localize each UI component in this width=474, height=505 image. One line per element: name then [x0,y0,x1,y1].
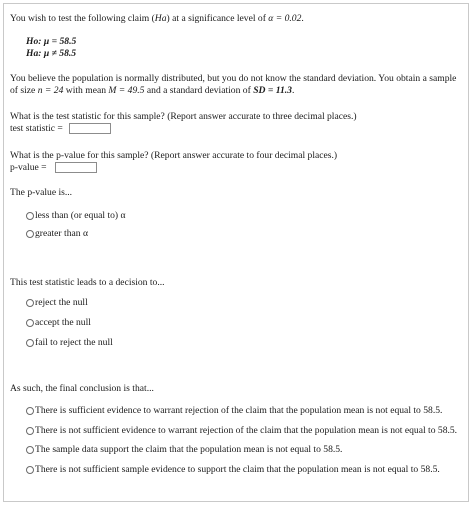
p-value-question: What is the p-value for this sample? (Report answer accurate to four decimal places.) [10,150,338,161]
option-conclusion-4[interactable]: There is not sufficient sample evidence to support the claim that the population mean is not equal to 58.5. [35,464,440,475]
radio-conclusion-2[interactable] [26,427,34,435]
p-value-label: p-value = [10,162,47,173]
option-reject-null[interactable]: reject the null [35,297,88,308]
p-value-input[interactable] [55,162,97,173]
option-less-than-alpha[interactable]: less than (or equal to) α [35,210,126,221]
decision-prompt: This test statistic leads to a decision to... [10,277,165,288]
radio-conclusion-4[interactable] [26,466,34,474]
radio-conclusion-1[interactable] [26,407,34,415]
alternative-hypothesis: Ha: μ ≠ 58.5 [26,48,77,59]
radio-less-than-alpha[interactable] [26,212,34,220]
radio-reject-null[interactable] [26,299,34,307]
option-accept-null[interactable]: accept the null [35,317,91,328]
null-hypothesis: Ho: μ = 58.5 [26,36,77,47]
scenario-line-1: You believe the population is normally distributed, but you do not know the standard deviation. You obtain a sample [10,73,457,84]
claim-intro: You wish to test the following claim (Ha) at a significance level of α = 0.02. [10,13,304,24]
test-statistic-input[interactable] [69,123,111,134]
radio-fail-to-reject-null[interactable] [26,339,34,347]
radio-conclusion-3[interactable] [26,446,34,454]
radio-greater-than-alpha[interactable] [26,230,34,238]
radio-accept-null[interactable] [26,319,34,327]
question-panel [3,3,469,502]
option-conclusion-3[interactable]: The sample data support the claim that the population mean is not equal to 58.5. [35,444,343,455]
test-statistic-label: test statistic = [10,123,63,134]
scenario-line-2: of size n = 24 with mean M = 49.5 and a standard deviation of SD = 11.3. [10,85,295,96]
p-value-compare-prompt: The p-value is... [10,187,73,198]
option-conclusion-1[interactable]: There is sufficient evidence to warrant rejection of the claim that the population mean is not equal to 58.5. [35,405,443,416]
option-greater-than-alpha[interactable]: greater than α [35,228,88,239]
option-conclusion-2[interactable]: There is not sufficient evidence to warrant rejection of the claim that the population mean is not equal to 58.5. [35,425,458,436]
option-fail-to-reject-null[interactable]: fail to reject the null [35,337,113,348]
test-statistic-question: What is the test statistic for this sample? (Report answer accurate to three decimal places.) [10,111,357,122]
conclusion-prompt: As such, the final conclusion is that... [10,383,154,394]
